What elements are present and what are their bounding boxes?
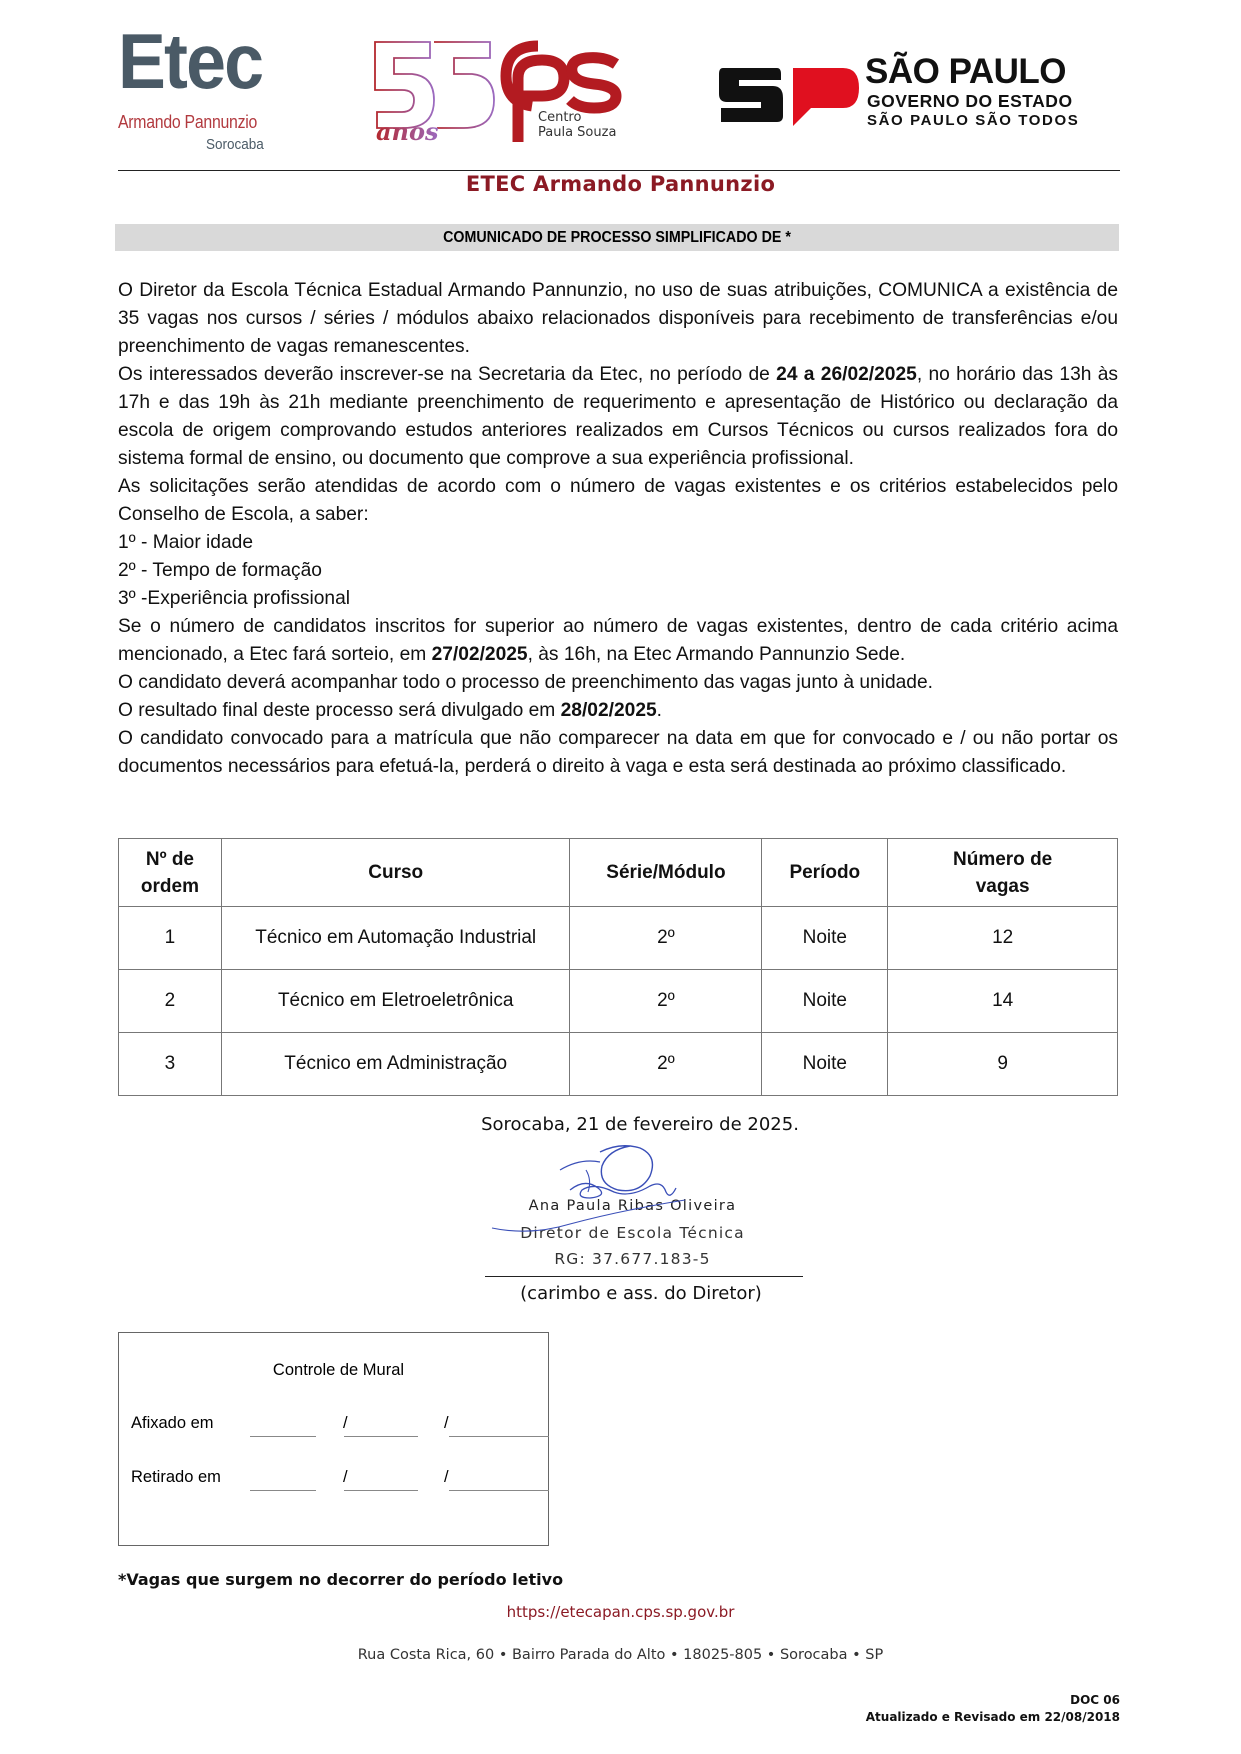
registration-period: 24 a 26/02/2025 (776, 364, 917, 385)
posted-label: Afixado em (131, 1414, 214, 1432)
document-code: DOC 06 (1070, 1693, 1120, 1707)
criterion-1: 1º - Maior idade (118, 532, 253, 553)
svg-text:anos: anos (376, 117, 439, 146)
sp-logo-slogan: SÃO PAULO SÃO TODOS (867, 112, 1080, 129)
etec-logo (118, 17, 278, 160)
sao-paulo-government-logo (715, 52, 1080, 138)
director-name: Ana Paula Ribas Oliveira (528, 1198, 737, 1214)
school-title: ETEC Armando Pannunzio (465, 172, 776, 196)
director-rg: RG: 37.677.183-5 (554, 1250, 711, 1268)
document-revision: Atualizado e Revisado em 22/08/2018 (865, 1710, 1120, 1724)
paragraph-registration: Os interessados deverão inscrever-se na Secretaria da Etec, no período de 24 a 26/02/2025, no horário das 13h às 17h e das 19h às 21h mediante preenchimento de requerimento e apresentação de Histórico ou declaração da escola de origem comprovando estudos anteriores realizados em Cursos Técnicos ou cursos realizados fora do sistema formal de ensino, ou documento que comprove a sua experiência profissional. (118, 364, 1118, 469)
cell-period: Noite (762, 970, 888, 1033)
etec-logo-wordmark: Etec (118, 17, 263, 105)
etec-logo-school: Armando Pannunzio (118, 112, 258, 132)
cell-module: 2º (570, 970, 762, 1033)
cell-order: 3 (119, 1033, 222, 1096)
vacancies-table (118, 838, 1118, 1096)
school-address: Rua Costa Rica, 60 • Bairro Parada do Alto • 18025-805 • Sorocaba • SP (357, 1647, 884, 1663)
removed-year-field[interactable] (449, 1490, 549, 1491)
website-link[interactable]: https://etecapan.cps.sp.gov.br (506, 1603, 735, 1621)
paragraph-draw: Se o número de candidatos inscritos for superior ao número de vagas existentes, dentro de cada critério acima mencionado, a Etec fará sorteio, em 27/02/2025, às 16h, na Etec Armando Pannunzio Sede. (118, 616, 1118, 665)
draw-date: 27/02/2025 (431, 644, 528, 665)
svg-text:Paula Souza: Paula Souza (538, 125, 617, 140)
paragraph-result: O resultado final deste processo será divulgado em 28/02/2025. (118, 700, 662, 721)
signature-line (485, 1276, 803, 1277)
footnote: *Vagas que surgem no decorrer do período letivo (118, 1570, 564, 1589)
table-header-row (119, 839, 1118, 907)
cell-vacancies: 14 (888, 970, 1118, 1033)
cell-period: Noite (762, 907, 888, 970)
paragraph-enrollment-warning: O candidato convocado para a matrícula que não comparecer na data em que for convocado e / ou não portar os documentos necessários para efetuá-la, perderá o direito à vaga e esta será destinada ao próximo classificado. (118, 728, 1118, 777)
date-separator: / (343, 1414, 348, 1432)
communique-body (118, 277, 1118, 781)
place-and-date: Sorocaba, 21 de fevereiro de 2025. (481, 1114, 799, 1135)
cell-vacancies: 12 (888, 907, 1118, 970)
sp-emblem-icon (715, 58, 865, 128)
col-header-order: Nº de ordem (119, 839, 222, 907)
table-row (119, 970, 1118, 1033)
mural-title: Controle de Mural (272, 1361, 405, 1379)
removed-date-row (131, 1468, 548, 1492)
director-role: Diretor de Escola Técnica (520, 1224, 745, 1242)
cell-order: 1 (119, 907, 222, 970)
sp-logo-subtitle: GOVERNO DO ESTADO (867, 91, 1073, 111)
removed-month-field[interactable] (344, 1490, 418, 1491)
col-header-course: Curso (221, 839, 570, 907)
cps-logo-icon (372, 36, 662, 146)
removed-day-field[interactable] (250, 1490, 316, 1491)
paragraph-criteria-intro: As solicitações serão atendidas de acordo com o número de vagas existentes e os critérios estabelecidos pelo Conselho de Escola, a saber: (118, 476, 1118, 525)
etec-logo-city: Sorocaba (206, 136, 264, 153)
table-row (119, 907, 1118, 970)
posted-date-row (131, 1414, 548, 1438)
criterion-2: 2º - Tempo de formação (118, 560, 322, 581)
paragraph-announcement: O Diretor da Escola Técnica Estadual Armando Pannunzio, no uso de suas atribuições, COMUNICA a existência de 35 vagas nos cursos / séries / módulos abaixo relacionados disponíveis para recebimento de transferências e/ou preenchimento de vagas remanescentes. (118, 280, 1118, 357)
posted-year-field[interactable] (449, 1436, 549, 1437)
cell-course: Técnico em Automação Industrial (221, 907, 570, 970)
criterion-3: 3º -Experiência profissional (118, 588, 351, 609)
communique-title-bar (115, 224, 1119, 251)
handwritten-signature-icon (490, 1140, 750, 1240)
col-header-period: Período (762, 839, 888, 907)
cps-55-anos-logo (372, 36, 662, 146)
removed-label: Retirado em (131, 1468, 221, 1486)
signature-caption: (carimbo e ass. do Diretor) (520, 1283, 762, 1304)
paragraph-follow-process: O candidato deverá acompanhar todo o processo de preenchimento das vagas junto à unidade. (118, 672, 933, 693)
communique-title: COMUNICADO DE PROCESSO SIMPLIFICADO DE * (443, 229, 791, 246)
cell-order: 2 (119, 970, 222, 1033)
col-header-vacancies: Número de vagas (888, 839, 1118, 907)
table-row (119, 1033, 1118, 1096)
date-separator: / (444, 1468, 449, 1486)
svg-text:Centro: Centro (538, 110, 582, 125)
result-date: 28/02/2025 (560, 700, 657, 721)
cell-module: 2º (570, 1033, 762, 1096)
posted-day-field[interactable] (250, 1436, 316, 1437)
col-header-module: Série/Módulo (570, 839, 762, 907)
date-separator: / (343, 1468, 348, 1486)
sp-logo-title: SÃO PAULO (865, 52, 1066, 91)
cell-module: 2º (570, 907, 762, 970)
mural-control-box (118, 1332, 549, 1546)
posted-month-field[interactable] (344, 1436, 418, 1437)
cell-period: Noite (762, 1033, 888, 1096)
cell-course: Técnico em Administração (221, 1033, 570, 1096)
date-separator: / (444, 1414, 449, 1432)
cell-course: Técnico em Eletroeletrônica (221, 970, 570, 1033)
cell-vacancies: 9 (888, 1033, 1118, 1096)
header-divider (118, 170, 1120, 171)
